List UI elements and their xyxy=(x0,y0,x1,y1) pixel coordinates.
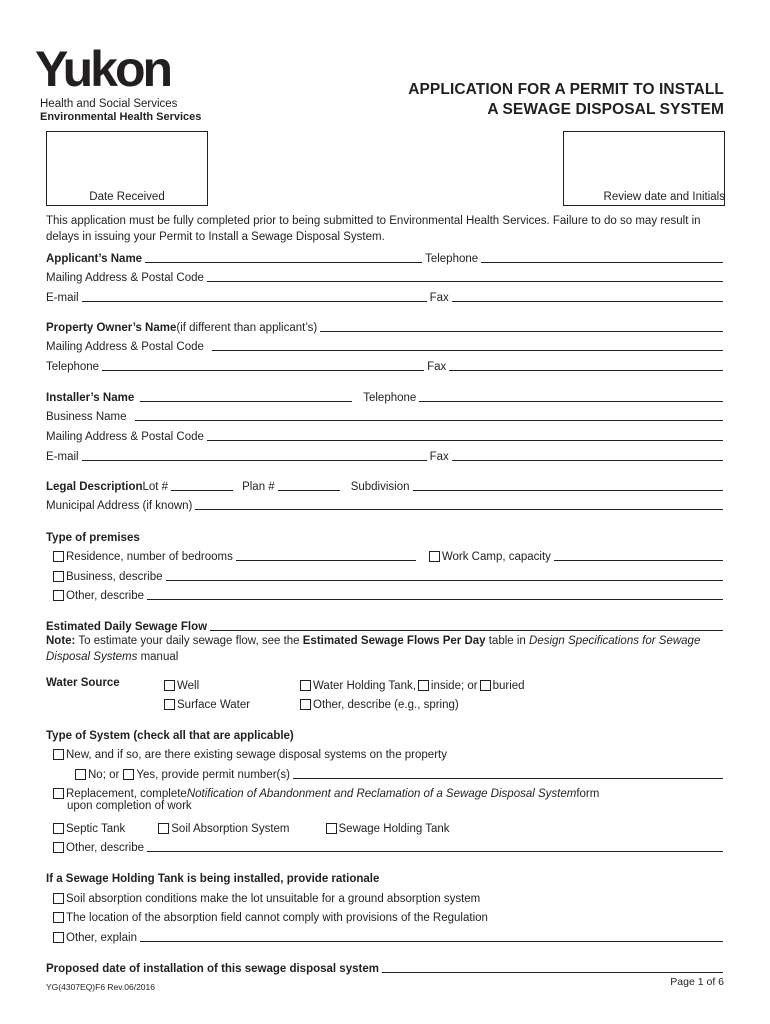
subdivision-label: Subdivision xyxy=(350,481,410,493)
sewage-holding-tank-label: Sewage Holding Tank xyxy=(338,823,450,835)
no-label: No; or xyxy=(88,769,120,781)
applicant-fax-field[interactable] xyxy=(452,301,723,302)
rationale-soil-label: Soil absorption conditions make the lot unsuitable for a ground absorption system xyxy=(66,893,481,905)
replacement-line-2: upon completion of work xyxy=(67,800,192,812)
premises-residence-row xyxy=(53,548,726,563)
system-other-field[interactable] xyxy=(147,851,723,852)
sewage-holding-tank-checkbox[interactable] xyxy=(326,823,337,834)
system-replacement-row xyxy=(53,785,726,800)
no-checkbox[interactable] xyxy=(75,769,86,780)
replacement-form-name: Notification of Abandonment and Reclamation of a Sewage Disposal System xyxy=(186,788,577,800)
buried-label: buried xyxy=(492,680,525,692)
installer-email-field[interactable] xyxy=(82,460,427,461)
buried-checkbox[interactable] xyxy=(480,680,491,691)
water-source-heading: Water Source xyxy=(46,677,120,689)
owner-name-row xyxy=(46,319,726,334)
rationale-other-label: Other, explain xyxy=(66,932,137,944)
lot-field[interactable] xyxy=(171,490,233,491)
applicant-telephone-field[interactable] xyxy=(481,262,723,263)
system-other-checkbox[interactable] xyxy=(53,842,64,853)
note-table-name: Estimated Sewage Flows Per Day xyxy=(302,635,486,647)
system-heading-text: Type of System (check all that are applicable) xyxy=(46,730,294,742)
owner-fax-label: Fax xyxy=(427,361,447,373)
new-system-checkbox[interactable] xyxy=(53,749,64,760)
plan-field[interactable] xyxy=(278,490,340,491)
work-camp-checkbox[interactable] xyxy=(429,551,440,562)
system-existing-row xyxy=(75,766,726,781)
note-text-2: table in xyxy=(485,635,530,647)
installer-email-label: E-mail xyxy=(46,451,79,463)
intro-paragraph: This application must be fully completed prior to being submitted to Environmental Health Services. Failure to do so may result in delays in issuing your Permit to Install a Sewage Disposal System. xyxy=(46,215,701,243)
installer-fax-label: Fax xyxy=(429,451,449,463)
installer-mailing-label: Mailing Address & Postal Code xyxy=(46,431,204,443)
installer-business-field[interactable] xyxy=(135,420,723,421)
applicant-email-label: E-mail xyxy=(46,292,79,304)
proposed-date-field[interactable] xyxy=(382,972,723,973)
yes-label: Yes, provide permit number(s) xyxy=(136,769,290,781)
well-label: Well xyxy=(177,680,200,692)
owner-name-label: Property Owner’s Name xyxy=(46,322,177,334)
applicant-mailing-row xyxy=(46,269,726,284)
replacement-checkbox[interactable] xyxy=(53,788,64,799)
note-manual-name: Design Specifications for Sewage Disposal Systems xyxy=(46,635,701,663)
municipal-row xyxy=(46,497,726,512)
department-name: Health and Social Services xyxy=(40,98,178,110)
rationale-location-row xyxy=(53,909,726,924)
owner-telephone-label: Telephone xyxy=(46,361,100,373)
premises-other-field[interactable] xyxy=(147,599,723,600)
system-heading xyxy=(46,727,726,742)
owner-fax-field[interactable] xyxy=(449,370,723,371)
installer-name-field[interactable] xyxy=(140,401,352,402)
applicant-fax-label: Fax xyxy=(429,292,449,304)
municipal-address-field[interactable] xyxy=(195,509,723,510)
water-other-checkbox[interactable] xyxy=(300,699,311,710)
owner-name-note: (if different than applicant’s) xyxy=(176,322,318,334)
water-other-row xyxy=(300,696,459,711)
applicant-email-field[interactable] xyxy=(82,301,427,302)
owner-telephone-field[interactable] xyxy=(102,370,424,371)
form-id: YG(4307EQ)F6 Rev.06/2016 xyxy=(46,982,155,992)
note-text-1: To estimate your daily sewage flow, see the xyxy=(75,635,303,647)
system-other-row xyxy=(53,839,726,854)
new-system-label: New, and if so, are there existing sewage disposal systems on the property xyxy=(66,749,447,761)
premises-other-row xyxy=(53,587,726,602)
water-well-row xyxy=(164,677,199,692)
surface-water-checkbox[interactable] xyxy=(164,699,175,710)
business-describe-field[interactable] xyxy=(166,580,723,581)
lot-label: Lot # xyxy=(142,481,169,493)
flow-row xyxy=(46,618,726,633)
branch-name: Environmental Health Services xyxy=(40,111,202,123)
review-date-label: Review date and Initials xyxy=(603,191,725,203)
water-tank-row xyxy=(300,677,525,692)
date-received-label: Date Received xyxy=(89,191,165,203)
page-number: Page 1 of 6 xyxy=(670,976,724,988)
rationale-heading xyxy=(46,870,726,885)
page-title xyxy=(408,80,724,120)
system-new-row xyxy=(53,746,726,761)
rationale-location-checkbox[interactable] xyxy=(53,912,64,923)
permit-number-field[interactable] xyxy=(293,778,723,779)
rationale-heading-text: If a Sewage Holding Tank is being installed, provide rationale xyxy=(46,873,380,885)
business-label: Business, describe xyxy=(66,571,163,583)
work-camp-capacity-field[interactable] xyxy=(554,560,723,561)
water-holding-tank-checkbox[interactable] xyxy=(300,680,311,691)
note-label: Note: xyxy=(46,635,76,647)
rationale-location-label: The location of the absorption field cannot comply with provisions of the Regulation xyxy=(66,912,488,924)
premises-heading-text: Type of premises xyxy=(46,532,140,544)
replacement-form-suffix: form xyxy=(576,788,600,800)
proposed-date-label: Proposed date of installation of this sewage disposal system xyxy=(46,963,379,975)
subdivision-field[interactable] xyxy=(413,490,723,491)
applicant-mailing-label: Mailing Address & Postal Code xyxy=(46,272,204,284)
owner-mailing-label: Mailing Address & Postal Code xyxy=(46,341,204,353)
applicant-email-row xyxy=(46,289,726,304)
rationale-soil-row xyxy=(53,890,726,905)
applicant-name-field[interactable] xyxy=(145,262,422,263)
work-camp-label: Work Camp, capacity xyxy=(441,551,551,563)
owner-mailing-row xyxy=(46,338,726,353)
surface-water-label: Surface Water xyxy=(177,699,251,711)
installer-fax-field[interactable] xyxy=(452,460,723,461)
premises-other-label: Other, describe xyxy=(66,590,144,602)
soil-absorption-checkbox[interactable] xyxy=(158,823,169,834)
installer-business-label: Business Name xyxy=(46,411,127,423)
premises-heading xyxy=(46,529,726,544)
note-text-3: manual xyxy=(137,651,179,663)
yes-checkbox[interactable] xyxy=(123,769,134,780)
business-checkbox[interactable] xyxy=(53,571,64,582)
rationale-other-field[interactable] xyxy=(140,941,723,942)
rationale-soil-checkbox[interactable] xyxy=(53,893,64,904)
water-holding-tank-label: Water Holding Tank, xyxy=(313,680,416,692)
applicant-name-row xyxy=(46,250,726,265)
installer-business-row xyxy=(46,408,726,423)
premises-other-checkbox[interactable] xyxy=(53,590,64,601)
installer-mailing-row xyxy=(46,428,726,443)
residence-checkbox[interactable] xyxy=(53,551,64,562)
installer-name-label: Installer’s Name xyxy=(46,392,135,404)
soil-absorption-label: Soil Absorption System xyxy=(171,823,290,835)
well-checkbox[interactable] xyxy=(164,680,175,691)
title-line-1: APPLICATION FOR A PERMIT TO INSTALL xyxy=(408,81,724,98)
water-surface-row xyxy=(164,696,250,711)
installer-mailing-field[interactable] xyxy=(207,440,723,441)
system-types-row xyxy=(53,820,450,835)
legal-row xyxy=(46,478,726,493)
owner-telephone-row xyxy=(46,358,726,373)
title-line-2: A SEWAGE DISPOSAL SYSTEM xyxy=(487,101,724,118)
installer-telephone-label: Telephone xyxy=(363,392,417,404)
septic-tank-checkbox[interactable] xyxy=(53,823,64,834)
flow-note xyxy=(46,633,736,665)
owner-name-field[interactable] xyxy=(320,331,723,332)
installer-telephone-field[interactable] xyxy=(419,401,723,402)
applicant-telephone-label: Telephone xyxy=(425,253,479,265)
owner-mailing-field[interactable] xyxy=(212,350,723,351)
legal-description-label: Legal Description xyxy=(46,481,143,493)
premises-business-row xyxy=(53,568,726,583)
system-other-label: Other, describe xyxy=(66,842,144,854)
municipal-address-label: Municipal Address (if known) xyxy=(46,500,193,512)
flow-field[interactable] xyxy=(210,630,723,631)
applicant-mailing-field[interactable] xyxy=(207,281,723,282)
installer-name-row xyxy=(46,389,726,404)
plan-label: Plan # xyxy=(242,481,275,493)
yukon-logo: Yukon xyxy=(35,41,171,97)
inside-checkbox[interactable] xyxy=(418,680,429,691)
bedrooms-field[interactable] xyxy=(236,560,416,561)
inside-label: inside; or xyxy=(430,680,478,692)
rationale-other-checkbox[interactable] xyxy=(53,932,64,943)
proposed-date-row xyxy=(46,960,726,975)
residence-label: Residence, number of bedrooms xyxy=(66,551,233,563)
installer-email-row xyxy=(46,448,726,463)
rationale-other-row xyxy=(53,929,726,944)
replacement-label: Replacement, complete xyxy=(66,788,187,800)
septic-tank-label: Septic Tank xyxy=(66,823,126,835)
flow-heading: Estimated Daily Sewage Flow xyxy=(46,621,208,633)
water-other-label: Other, describe (e.g., spring) xyxy=(313,699,459,711)
applicant-name-label: Applicant’s Name xyxy=(46,253,143,265)
